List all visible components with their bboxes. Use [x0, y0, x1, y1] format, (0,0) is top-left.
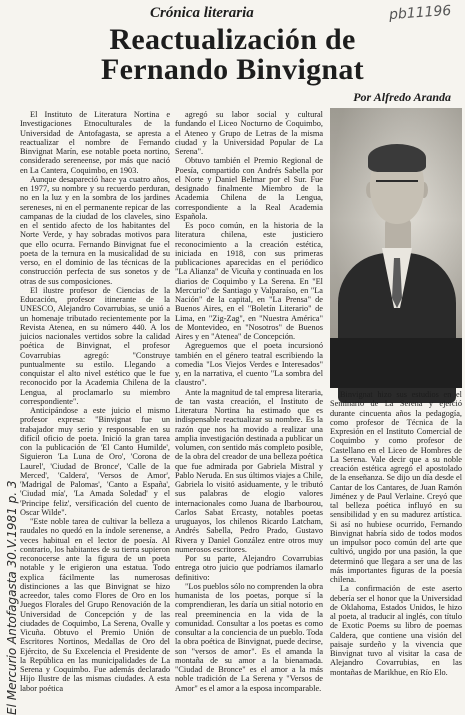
- paragraph: agregó su labor social y cultural fundando el Liceo Nocturno de Coquimbo, el Ateneo y Grupo de Letras de la misma ciudad y la Universidad Popular de La Serena".: [175, 110, 323, 156]
- paragraph: Anticipándose a este juicio el mismo profesor expresa: "Binvignat fue un trabajador muy serio y responsable en su difícil oficio de poeta. Inició la gran tarea con la publicación de 'El Canto Humilde', Siguieron 'La Luna de Oro', 'Corona de Laurel', 'Ciudad de Bronce', 'Calle de la Merced', 'Caldera', 'Versos de Amor', 'Madrigal de Palomas', 'Canto a España', 'Ciudad mía', 'La Amada Soledad' y el 'Principe feliz', versificación del cuento de Oscar Wilde".: [20, 406, 170, 517]
- paragraph: El Instituto de Literatura Nortina e Investigaciones Etnoculturales de la Universidad de Antofagasta, se apresta a reactualizar el nombre de Fernando Binvignat Marín, ese notable poeta nortino, considerado sereneense, por más que nació en La Cantera, Coquimbo, en 1903.: [20, 110, 170, 175]
- paragraph: La confirmación de este aserto debería ser el honor que la Universidad de Oklahoma, Estados Unidos, le hizo al poeta, al traducir al inglés, con título de Exotic Poems su libro de poemas Caldera, que contiene una visión del paisaje surdeño y la vivencia que Binvignat tuvo al visitar la casa de Alejandro Covarrubias, en las montañas de Marikhue, en Río Elo.: [330, 584, 462, 677]
- article-column-2: [175, 110, 323, 693]
- headline-line-2: Fernando Binvignat: [101, 53, 364, 86]
- article-column-1: [20, 110, 170, 693]
- paragraph: El ilustre profesor de Ciencias de la Educación, profesor itinerante de la UNESCO, Alejandro Covarrubias, se unió a un homenaje tributado recientemente por la Revista Atenea, en su número 440. A los juicios nacionales vertidos sobre la calidad poética de Binvignat, el profesor Covarrubias agregó: "Construye puntualmente su estilo. Llegando a conquistar el alto nivel estético que le fue reconocido por la Academia Chilena de la Lengua, al proclamarlo su miembro correspondiente".: [20, 285, 170, 406]
- byline: Por Alfredo Aranda: [353, 90, 451, 104]
- paragraph: Es poco común, en la historia de la literatura chilena, este justiciero reconocimiento a la creación estética, iniciada en 1918, con sus primeras publicaciones aparecidas en el periódico "La Alianza" de Vicuña y continuada en los diarios de Coquimbo y La Serena. En "El Mercurio" de Santiago y Valparaíso, en "La Nación" de la capital, en "La Prensa" de Buenos Aires, en el "Boletín Literario" de Lima, en "Zig-Zag", en "Nuestra América" de Montevideo, en "Nosotros" de Buenos Aires y en "Atenea" de Concepción.: [175, 221, 323, 341]
- section-title: Crónica literaria: [150, 5, 254, 21]
- headline-line-1: Reactualización de: [109, 23, 356, 56]
- paragraph: Aunque desapareció hace ya cuatro años, en 1977, su nombre y su recuerdo perduran, no en la luz y en la sombra de los jardines sereneses, ni en el permanente repicar de las campanas de la ciudad de los claveles, sino en el sentido afecto de los habitantes del Norte Verde, y hay sobradas motivos para que ello ocurra. Fernando Binvignat fue el poeta de la ternura en la musicalidad de su verso, en el dominio de las técnicas de la construcción perfecta de sus sonetos y de otras de sus composiciones.: [20, 174, 170, 286]
- paragraph: Obtuvo también el Premio Regional de Poesía, compartido con Andrés Sabella por el Norte y Daniel Belmar por el Sur. Fue designado finalmente Miembro de la Academia Chilena de la Lengua, correspondiente a la Real Academia Española.: [175, 156, 323, 221]
- paragraph: Por su parte, Alejandro Covarrubias entrega otro juicio que podríamos ilamarlo definitivo:: [175, 554, 323, 582]
- catalog-number: pb11196: [388, 2, 452, 24]
- paragraph: Agreguemos que el poeta incursionó también en el género teatral escribiendo la comedia "Los Viejos Verdes e Interesados" y, en la narrativa, el cuento "La sombra del claustro".: [175, 341, 323, 388]
- paragraph: Ante la magnitud de tal empresa literaria, de tan vasta creación, el Instituto de Literatura Nortina ha estimado que es indispensable reactualizar su nombre. Es la razón que nos ha movido a realizar una amplia investigación destinada a publicar un volumen, con sentido más completo posible, de la obra del creador de una belleza poética que fue admirada por Gabriela Mistral y Pablo Neruda. En sus últimos viajes a Chile, Gabriela lo visitó asiduamente, y le tributó sus palabras de elogio valores internacionales como Juana de Ibarbourou, Carlos Sabat Ercasty, notables poetas uruguayos, los chilenos Ricardo Latcham, Andrés Sabella, Pedro Prado, Gustavo Rivera y Daniel González entre otros muy numerosos escritores.: [175, 387, 323, 554]
- paragraph: Binvignat hizo sus estudios en el Seminario de La Serena y ejerció durante cincuenta años la pedagogía, como profesor de Técnica de la Expresión en el Instituto Comercial de Coquimbo y como profesor de Castellano en el Liceo de Hombres de La Serena. Vale decir que a su noble creación estética agregó el apostolado de la enseñanza. Se dijo un día desde el Cantar de los Cantares, de Juan Ramón Jiménez y de Paul Verlaine. Creyó que tal belleza poética influyó en su sensibilidad y en su madurez artística. Si así no hubiese ocurrido, Fernando Binvignat habría sido de todos modos un impulsor poco común del arte que cultivó, ungido por una pasión, la que determinó que llegara a ser una de las más importantes figuras de la poesía chilena.: [330, 390, 462, 584]
- poet-portrait-photo: [330, 108, 462, 388]
- paragraph: "Los pueblos sólo no comprenden la obra humanista de los poetas, porque sí la comprendieran, les daría un sitial notorio en real preeminencia en la vida de la comunidad. Consultar a los poetas es como consultar a la conciencia de un pueblo. Toda la obra poética de Binvignat, puede decirse, son "versos de amor". Es el amanda la montaña de su amor a la bienamada. "Ciudad de Bronce" es el amor a la más noble tradición de La Serena y "Versos de Amor" es el amor a la esposa incomparable.: [175, 581, 323, 693]
- article-column-3: [330, 390, 462, 677]
- paragraph: "Este noble tarea de cultivar la belleza a raudales no quedó en la índole serenense, a veces habitual en el lector de poesía. Al contrario, los habitantes de su tierra supieron reconocerse ante la figura de un poeta notable y le erigieron una estatua. Todo explica fácilmente las numerosas distinciones a las que Binvignat se hizo acreedor, tales como Flores de Oro en los Juegos Florales del Grupo Renovación de la Universidad de Concepción y de las ciudades de Coquimbo, La Serena, Ovalle y Vicuña. Obtuvo el Premio Unión de Escritores Nortinos, Medallas de Oro del Ejército, de Su Excelencia el Presidente de la República en las municipalidades de La Serena y Coquimbo. Fue además declarado Hijo Ilustre de las mismas ciudades. A esta labor poética: [20, 517, 170, 693]
- handwritten-source-note: El Mercurio Antofagasta 30.V.1981 p. 3: [5, 480, 19, 715]
